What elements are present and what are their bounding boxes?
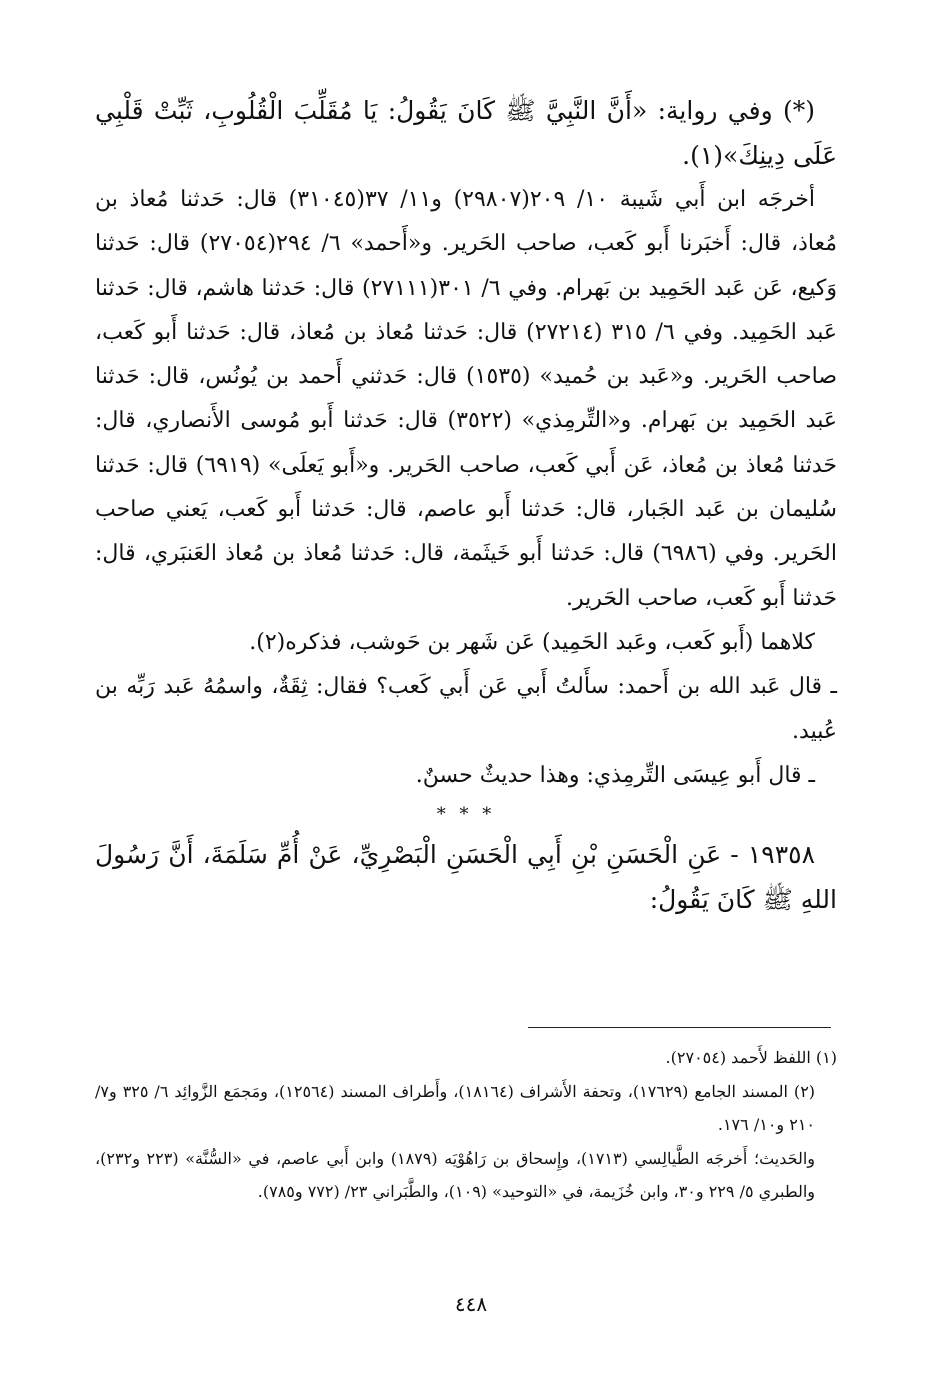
- takhrij-paragraph: أخرجَه ابن أَبي شَيبة ١٠/ ٢٠٩(٢٩٨٠٧) و١١/ ٣٧(٣١٠٤٥) قال: حَدثنا مُعاذ بن مُعاذ، قال: أَخبَرنا أَبو كَعب، صاحب الحَرير. و«أَحمد» ٦/ ٢٩٤(٢٧٠٥٤) قال: حَدثنا وَكيع، عَن عَبد الحَمِيد بن بَهرام. وفي ٦/ ٣٠١(٢٧١١١) قال: حَدثنا هاشم، قال: حَدثنا عَبد الحَمِيد. وفي ٦/ ٣١٥ (٢٧٢١٤) قال: حَدثنا مُعاذ بن مُعاذ، قال: حَدثنا أَبو كَعب، صاحب الحَرير. و«عَبد بن حُميد» (١٥٣٥) قال: حَدثني أَحمد بن يُونُس، قال: حَدثنا عَبد الحَمِيد بن بَهرام. و«التِّرمِذي» (٣٥٢٢) قال: حَدثنا أَبو مُوسى الأَنصاري، قال: حَدثنا مُعاذ بن مُعاذ، عَن أَبي كَعب، صاحب الحَرير. و«أَبو يَعلَى» (٦٩١٩) قال: حَدثنا سُليمان بن عَبد الجَبار، قال: حَدثنا أَبو عاصم، قال: حَدثنا أَبو كَعب، يَعني صاحب الحَرير. وفي (٦٩٨٦) قال: حَدثنا أَبو خَيثَمة، قال: حَدثنا مُعاذ بن مُعاذ العَنبَري، قال: حَدثنا أَبو كَعب، صاحب الحَرير.: [95, 187, 837, 611]
- footnote-2: (٢) المسند الجامع (١٧٦٢٩)، وتحفة الأَشراف (١٨١٦٤)، وأَطراف المسند (١٢٥٦٤)، ومَجمَع الزَّوائِد ٦/ ٣٢٥ و٧/ ٢١٠ و١٠/ ١٧٦.: [95, 1081, 816, 1134]
- hadith-variant: (*) وفي رواية: «أَنَّ النَّبِيَّ ﷺ كَانَ يَقُولُ: يَا مُقَلِّبَ الْقُلُوبِ، ثَبِّتْ قَلْبِي عَلَى دِينِكَ»(١).: [95, 96, 837, 170]
- footnote-2-continued: والحَديث؛ أَخرجَه الطَّيالِسي (١٧١٣)، وإِسحاق بن رَاهُوْيَه (١٨٧٩) وابن أَبي عاصم، في «السُّنَّة» (٢٢٣ و٢٣٢)، والطبري ٥/ ٢٢٩ و٣٠، وابن خُزَيمة، في «التوحيد» (١٠٩)، والطَّبَراني ٢٣/ (٧٧٢ و٧٨٥).: [95, 1148, 816, 1201]
- tirmidhi-note: ـ قال أَبو عِيسَى التِّرمِذي: وهذا حديثٌ حسنٌ.: [415, 762, 815, 788]
- footnote-rule: [528, 1027, 831, 1028]
- section-separator: * * *: [436, 804, 496, 826]
- hadith-heading: ١٩٣٥٨ - عَنِ الْحَسَنِ بْنِ أَبِي الْحَسَنِ الْبَصْرِيِّ، عَنْ أُمِّ سَلَمَةَ، أَنَّ رَسُولَ اللهِ ﷺ كَانَ يَقُولُ:: [95, 840, 837, 915]
- abdullah-note: ـ قال عَبد الله بن أَحمد: سأَلتُ أَبي عَن أَبي كَعب؟ فقال: ثِقَةٌ، واسمُهُ عَبد رَبِّه بن عُبيد.: [95, 674, 837, 744]
- main-text: [95, 88, 837, 922]
- footnote-1: (١) اللفظ لأَحمد (٢٧٠٥٤).: [665, 1048, 837, 1067]
- page-number: ٤٤٨: [454, 1292, 488, 1316]
- footnotes: [95, 1041, 837, 1209]
- narrators-paragraph: كلاهما (أَبو كَعب، وعَبد الحَمِيد) عَن شَهر بن حَوشب، فذكره(٢).: [249, 629, 815, 655]
